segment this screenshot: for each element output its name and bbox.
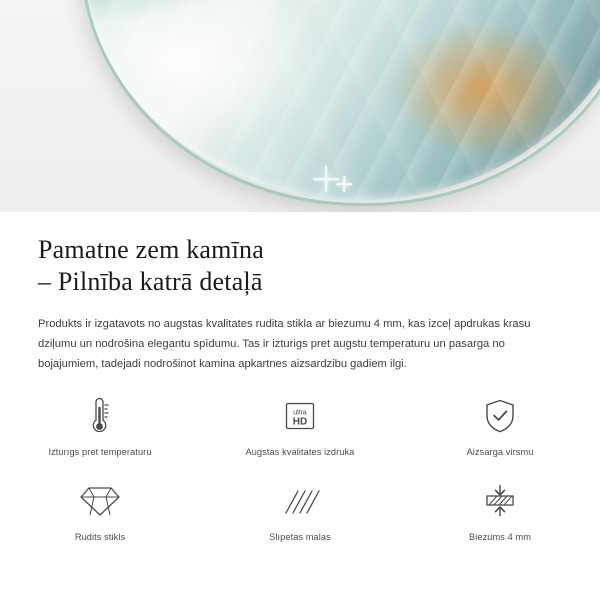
feature-label: Aizsarga virsmu — [466, 447, 534, 457]
headline-line-2: – Pilnība katrā detaļā — [38, 267, 263, 296]
feature-label: Izturıgs pret temperaturu — [48, 447, 152, 457]
svg-text:ultra: ultra — [293, 409, 307, 417]
shield-check-icon — [482, 394, 518, 438]
ultra-hd-icon — [280, 394, 320, 438]
glass-panel-artwork — [80, 0, 600, 200]
body-text: Produkts ir izgatavots no augstas kvalitates rudita stikla ar biezumu 4 mm, kas izceļ apdrukas krasu dziļumu un nodrošina elegantu spīdumu. Tas ir izturigs pret augstu temperaturu un pasarga no bojajumiem, tadejadi nodrošinot kamina apkartnes aizsardzibu gadiem ilgi. — [38, 318, 531, 370]
diamond-icon — [79, 479, 121, 523]
feature-label: Rudits stikls — [74, 532, 126, 542]
feature-item-temperature — [0, 394, 200, 457]
feature-item-polished-edges — [200, 479, 400, 542]
svg-text:HD: HD — [292, 416, 308, 428]
feature-item-surface-protection — [400, 394, 600, 457]
headline-line-1: Pamatne zem kamīna — [38, 235, 264, 264]
polished-edges-icon — [280, 479, 320, 523]
feature-label: Augstas kvalitates izdruka — [245, 447, 355, 457]
feature-label: Biezums 4 mm — [469, 532, 531, 542]
feature-label: Slıpetas malas — [269, 532, 331, 542]
feature-grid — [0, 394, 600, 542]
feature-item-tempered-glass — [0, 479, 200, 542]
hero-image — [0, 0, 600, 212]
feature-item-thickness — [400, 479, 600, 542]
thermometer-icon — [83, 394, 117, 438]
feature-item-print-quality — [200, 394, 400, 457]
thickness-arrows-icon — [480, 479, 520, 523]
page-title — [0, 212, 600, 298]
content-block — [0, 212, 600, 374]
